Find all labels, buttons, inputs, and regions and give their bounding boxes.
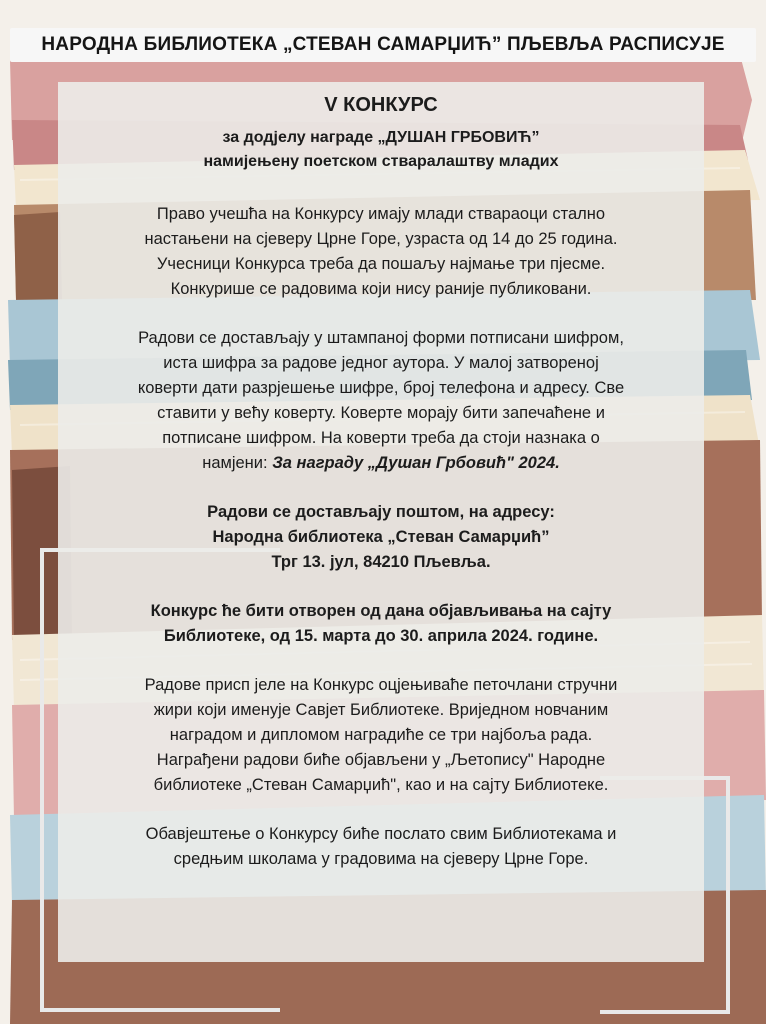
address-line: Радови се достављају поштом, на адресу: (207, 503, 555, 521)
jury-paragraph (58, 673, 704, 798)
subtitle-line: намијењену поетском стваралаштву младих (203, 153, 559, 170)
text-line: Обавјештење о Конкурсу биће послато свим Библиотекама и (145, 825, 617, 843)
text-line: Учесници Конкурса треба да пошаљу најмање три пјесме. (156, 255, 606, 273)
text-line: библиотеке „Стеван Самарџић", као и на сајту Библиотеке. (153, 776, 609, 794)
text-line: Конкурише се радовима који нису раније публиковани. (170, 280, 592, 298)
contest-title: V КОНКУРС (324, 94, 438, 116)
text-line: коверти дати разрјешење шифре, број телефона и адресу. Све (137, 379, 625, 397)
text-line: потписане шифром. На коверти треба да стоји назнака о (162, 429, 600, 447)
text-line: ставити у већу коверту. Коверте морају бити запечаћене и (157, 404, 605, 422)
deadline-notice (58, 599, 704, 649)
text-line: Право учешћа на Конкурсу имају млади ствараоци стално (156, 205, 606, 223)
announcement-text (58, 92, 704, 872)
eligibility-paragraph (58, 202, 704, 302)
subtitle-line: за додјелу награде „ДУШАН ГРБОВИЋ” (222, 129, 540, 146)
text-line: средњим школама у градовима на сјеверу Црне Горе. (173, 850, 589, 868)
text-line: Радови се достављају у штампаној форми потписани шифром, (138, 329, 624, 347)
text-line: жири који именује Савјет Библиотеке. Вриједном новчаним (153, 701, 609, 719)
text-prefix: намјени: (202, 454, 273, 472)
deadline-line: Конкурс ће бити отворен од дана објављивања на сајту (150, 602, 612, 620)
header-banner: НАРОДНА БИБЛИОТЕКА „СТЕВАН САМАРЏИЋ” ПЉЕВЉА РАСПИСУЈЕ (10, 28, 756, 62)
envelope-marking: За награду „Душан Грбовић" 2024. (272, 454, 560, 472)
contest-subtitle (58, 126, 704, 174)
text-line: Радове присп јеле на Конкурс оцјењиваће петочлани стручни (144, 676, 618, 694)
deadline-line: Библиотеке, од 15. марта до 30. априла 2024. године. (163, 627, 599, 645)
text-line: иста шифра за радове једног аутора. У малој затвореној (163, 354, 599, 372)
mailing-address (58, 500, 704, 575)
text-line (58, 451, 704, 476)
address-line: Народна библиотека „Стеван Самарџић” (212, 528, 550, 546)
address-line: Трг 13. јул, 84210 Пљевља. (271, 553, 491, 571)
text-line: настањени на сјеверу Црне Горе, узраста од 14 до 25 година. (144, 230, 618, 248)
text-line: Награђени радови биће објављени у „Љетопису" Народне (156, 751, 606, 769)
text-line: наградом и дипломом наградиће се три најбоља рада. (169, 726, 593, 744)
submission-paragraph (58, 326, 704, 476)
notice-paragraph (58, 822, 704, 872)
